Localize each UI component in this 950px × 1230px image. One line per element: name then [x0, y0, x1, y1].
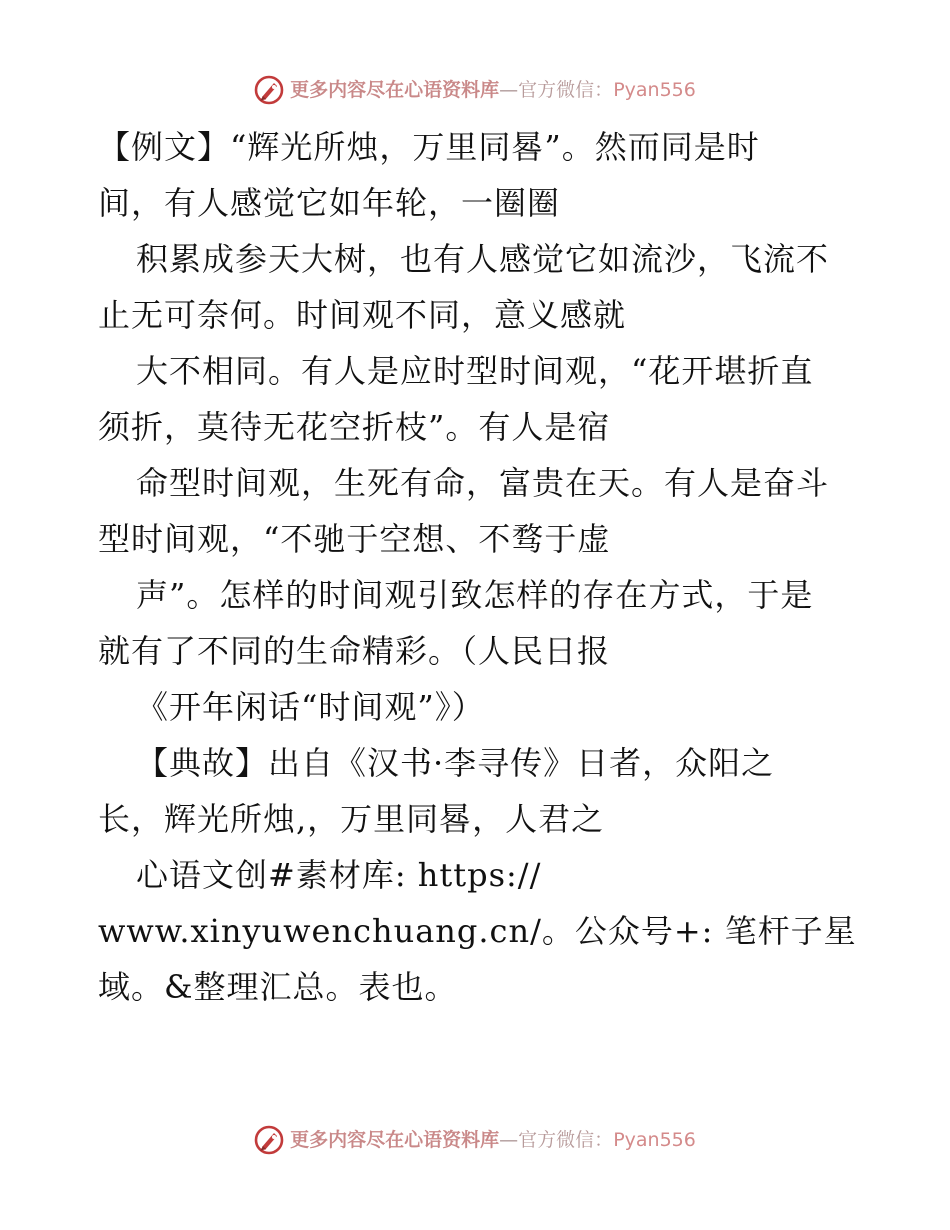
body-line: 大不相同。有人是应时型时间观，“花开堪折直	[136, 352, 814, 390]
banner-text	[290, 1125, 696, 1155]
header-banner	[0, 70, 950, 110]
body-line: 止无可奈何。时间观不同，意义感就	[98, 296, 627, 334]
body-line: 长，辉光所烛,，万里同晷，人君之	[98, 800, 605, 838]
body-line: 声”。怎样的时间观引致怎样的存在方式，于是	[136, 576, 814, 614]
body-line: 【典故】出自《汉书·李寻传》日者，众阳之	[136, 744, 775, 782]
body-line: 《开年闲话“时间观”》）	[136, 688, 485, 726]
body-line: 就有了不同的生命精彩。（人民日报	[98, 632, 611, 670]
banner-dash: —	[499, 79, 519, 101]
document-body	[98, 119, 858, 1015]
body-line: 间，有人感觉它如年轮，一圈圈	[98, 184, 561, 222]
body-line: 【例文】“辉光所烛，万里同晷”。然而同是时	[98, 128, 760, 166]
body-line: 积累成参天大树，也有人感觉它如流沙，飞流不	[136, 240, 830, 278]
banner-text	[290, 75, 696, 105]
banner-brand: 更多内容尽在心语资料库	[290, 1129, 500, 1151]
pen-logo-icon	[254, 1125, 284, 1155]
banner-brand: 更多内容尽在心语资料库	[290, 79, 500, 101]
banner-wechat-label: 官方微信：	[518, 1129, 614, 1151]
banner-wechat-id: Pyan556	[613, 1129, 696, 1151]
banner-wechat-id: Pyan556	[613, 79, 696, 101]
body-line: 命型时间观，生死有命，富贵在天。有人是奋斗	[136, 464, 830, 502]
body-line: www.xinyuwenchuang.cn/。公众号+: 笔杆子星	[98, 912, 857, 950]
body-line: 域。&整理汇总。表也。	[98, 968, 458, 1006]
pen-logo-icon	[254, 75, 284, 105]
footer-banner	[0, 1120, 950, 1160]
body-line: 须折，莫待无花空折枝”。有人是宿	[98, 408, 611, 446]
banner-wechat-label: 官方微信：	[518, 79, 614, 101]
banner-dash: —	[499, 1129, 519, 1151]
body-line: 心语文创#素材库: https://	[136, 856, 542, 894]
body-line: 型时间观，“不驰于空想、不骛于虚	[98, 520, 611, 558]
